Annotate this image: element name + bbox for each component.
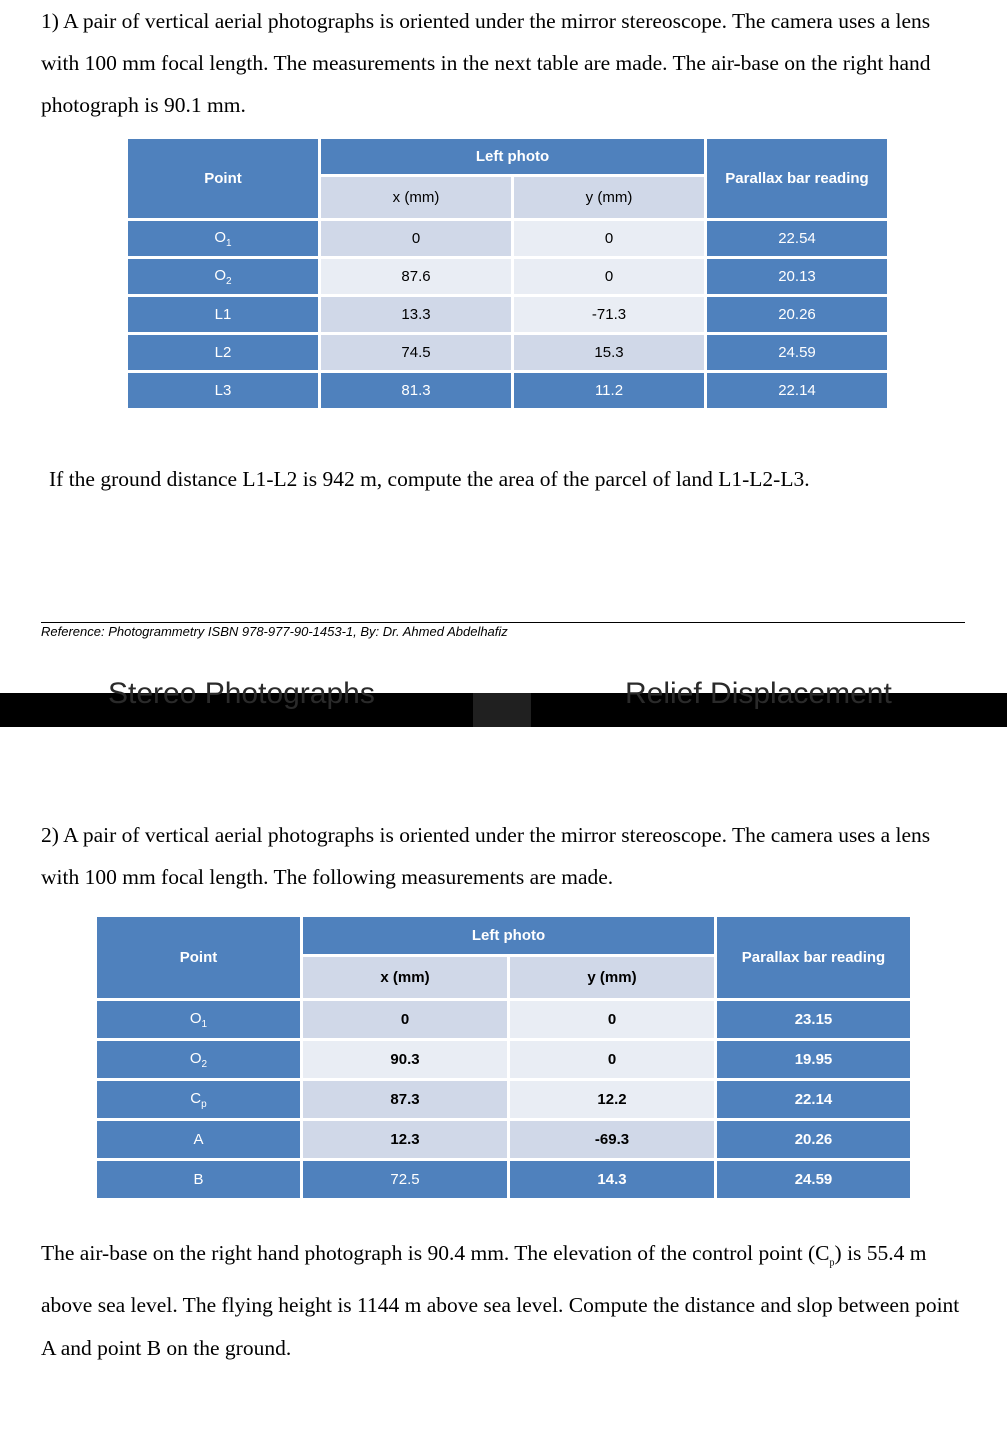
y-cell: 0 <box>509 1040 716 1080</box>
reference-divider <box>41 622 965 623</box>
y-cell: 14.3 <box>509 1160 716 1200</box>
y-cell: 0 <box>513 220 706 258</box>
problem-1-question: If the ground distance L1-L2 is 942 m, compute the area of the parcel of land L1-L2-L3. <box>49 467 810 491</box>
parallax-cell: 20.26 <box>706 296 889 334</box>
header-x: x (mm) <box>320 176 513 220</box>
point-cell: $O_2$ <box>96 1040 302 1080</box>
problem-2-question: The air-base on the right hand photograph is 90.4 mm. The elevation of the control point $(C_p)$ is 55.4 m above sea level. The flying height is 1144 m above sea level. Compute the distance and slop between point A and point B on the ground. <box>41 1241 960 1361</box>
header-point: Point <box>127 138 320 220</box>
x-cell: 87.3 <box>302 1080 509 1120</box>
x-cell: 13.3 <box>320 296 513 334</box>
y-cell: 0 <box>513 258 706 296</box>
ghost-caption-left: Stereo Photographs <box>108 677 375 710</box>
header-left-photo: Left photo <box>302 916 716 956</box>
x-cell: 81.3 <box>320 372 513 410</box>
parallax-cell: 23.15 <box>716 1000 912 1040</box>
parallax-cell: 22.14 <box>716 1080 912 1120</box>
point-cell: L1 <box>127 296 320 334</box>
problem-1-table <box>125 136 890 411</box>
point-cell: B <box>96 1160 302 1200</box>
table-row <box>127 296 889 334</box>
y-cell: 15.3 <box>513 334 706 372</box>
x-cell: 90.3 <box>302 1040 509 1080</box>
y-cell: -71.3 <box>513 296 706 334</box>
problem-2-table <box>94 914 913 1201</box>
x-cell: 0 <box>302 1000 509 1040</box>
point-cell: A <box>96 1120 302 1160</box>
x-cell: 0 <box>320 220 513 258</box>
y-cell: 12.2 <box>509 1080 716 1120</box>
table-row <box>127 334 889 372</box>
x-cell: 74.5 <box>320 334 513 372</box>
table-row <box>127 220 889 258</box>
parallax-cell: 19.95 <box>716 1040 912 1080</box>
x-cell: 87.6 <box>320 258 513 296</box>
point-cell: $O_2$ <box>127 258 320 296</box>
header-parallax: Parallax bar reading <box>706 138 889 220</box>
table-row <box>96 1160 912 1200</box>
header-y: y (mm) <box>513 176 706 220</box>
header-left-photo: Left photo <box>320 138 706 176</box>
problem-1-intro: 1) A pair of vertical aerial photographs is oriented under the mirror stereoscope. The camera uses a lens with 100 mm focal length. The measurements in the next table are made. The air-base on the right hand photograph is 90.1 mm. <box>41 9 931 117</box>
table-row <box>96 1000 912 1040</box>
header-y: y (mm) <box>509 956 716 1000</box>
point-cell: L2 <box>127 334 320 372</box>
table-row <box>96 1120 912 1160</box>
reference-text: Reference: Photogrammetry ISBN 978-977-90-1453-1, By: Dr. Ahmed Abdelhafiz <box>41 624 508 639</box>
point-cell: $O_1$ <box>96 1000 302 1040</box>
y-cell: -69.3 <box>509 1120 716 1160</box>
point-cell: L3 <box>127 372 320 410</box>
parallax-cell: 24.59 <box>716 1160 912 1200</box>
point-cell: $O_1$ <box>127 220 320 258</box>
parallax-cell: 20.13 <box>706 258 889 296</box>
problem-2-intro: 2) A pair of vertical aerial photographs is oriented under the mirror stereoscope. The camera uses a lens with 100 mm focal length. The following measurements are made. <box>41 823 931 889</box>
header-x: x (mm) <box>302 956 509 1000</box>
table-row <box>96 1040 912 1080</box>
x-cell: 12.3 <box>302 1120 509 1160</box>
x-cell: 72.5 <box>302 1160 509 1200</box>
parallax-cell: 20.26 <box>716 1120 912 1160</box>
table-row <box>127 258 889 296</box>
header-parallax: Parallax bar reading <box>716 916 912 1000</box>
table-row <box>127 372 889 410</box>
strip-block <box>473 693 531 727</box>
y-cell: 0 <box>509 1000 716 1040</box>
y-cell: 11.2 <box>513 372 706 410</box>
header-point: Point <box>96 916 302 1000</box>
ghost-caption-right: Relief Displacement <box>625 677 892 710</box>
parallax-cell: 22.54 <box>706 220 889 258</box>
parallax-cell: 24.59 <box>706 334 889 372</box>
table-row <box>96 1080 912 1120</box>
point-cell: $C_p$ <box>96 1080 302 1120</box>
parallax-cell: 22.14 <box>706 372 889 410</box>
